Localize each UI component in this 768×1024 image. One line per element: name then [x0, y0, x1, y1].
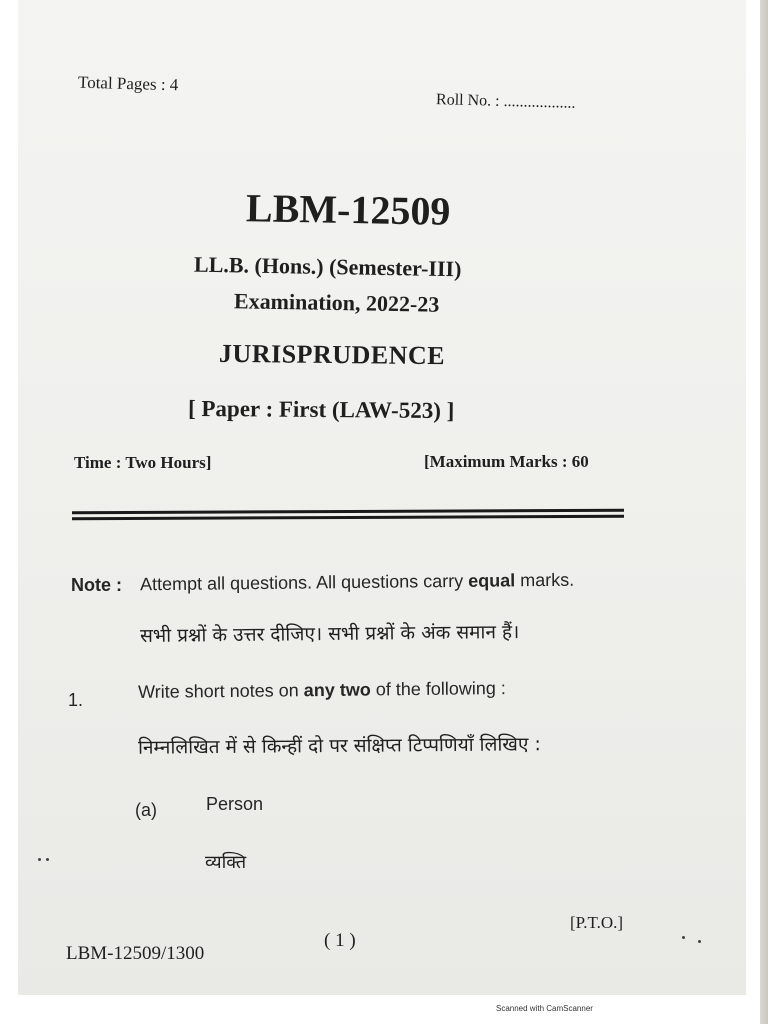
scanner-watermark: Scanned with CamScanner [496, 1004, 593, 1013]
note-instruction-hindi: सभी प्रश्नों के उत्तर दीजिए। सभी प्रश्नों के अंक समान हैं। [139, 621, 520, 647]
header-divider-bottom [72, 515, 624, 520]
scan-speck [698, 940, 701, 943]
roll-number: Roll No. : .................. [435, 91, 576, 112]
paper-code-title: LBM-12509 [245, 185, 451, 234]
option-text-hindi: व्यक्ति [205, 852, 247, 873]
question-text-end: of the following : [370, 678, 506, 700]
exam-paper-sheet [18, 0, 746, 995]
examination-year: Examination, 2022-23 [233, 288, 440, 317]
question-number: 1. [68, 690, 84, 710]
exam-time: Time : Two Hours] [74, 453, 212, 472]
note-text-end: marks. [515, 569, 575, 591]
page-edge-shadow [760, 0, 768, 1024]
maximum-marks: [Maximum Marks : 60 [424, 452, 589, 471]
scan-speck [682, 936, 685, 939]
note-text-emphasis: equal [468, 570, 516, 591]
please-turn-over: [P.T.O.] [570, 913, 624, 932]
note-instruction [140, 570, 574, 596]
question-text-start: Write short notes on [137, 680, 304, 702]
paper-designation: [ Paper : First (LAW-523) ] [187, 395, 455, 424]
total-pages: Total Pages : 4 [77, 72, 179, 95]
course-name: LL.B. (Hons.) (Semester-III) [193, 251, 462, 282]
question-text-emphasis: any two [303, 679, 371, 701]
page-number: ( 1 ) [324, 930, 356, 951]
header-divider-top [72, 509, 624, 514]
note-label: Note : [71, 575, 122, 595]
scan-speck [38, 858, 41, 861]
question-text [138, 678, 506, 703]
option-text: Person [206, 794, 264, 814]
subject-title: JURISPRUDENCE [218, 338, 446, 371]
note-text-start: Attempt all questions. All questions carry [139, 570, 469, 595]
option-label: (a) [135, 800, 157, 820]
footer-paper-code: LBM-12509/1300 [66, 943, 205, 964]
scan-speck [46, 858, 49, 861]
question-text-hindi: निम्नलिखित में से किन्हीं दो पर संक्षिप्त टिप्पणियाँ लिखिए : [137, 733, 541, 759]
